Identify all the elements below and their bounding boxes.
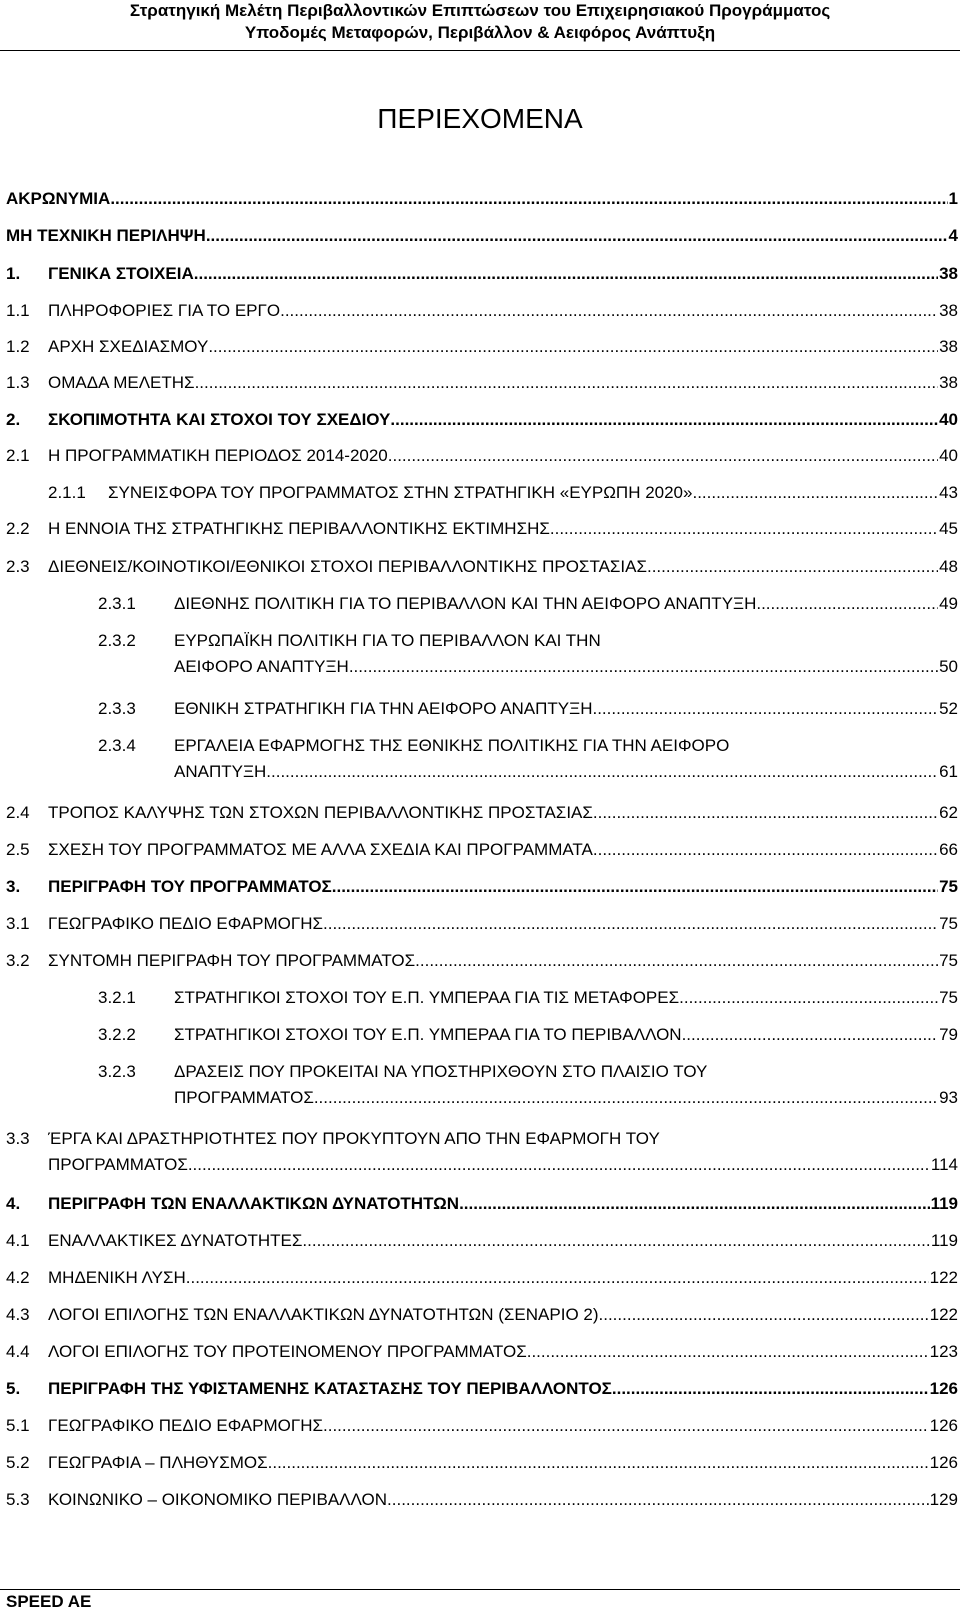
toc-entry-page-number: 93: [939, 1088, 958, 1107]
toc-entry-page-number: 40: [939, 446, 958, 465]
toc-entry-page-number: 38: [939, 337, 958, 356]
toc-entry-text: [48, 837, 958, 863]
toc-leader-dots: [459, 1191, 929, 1217]
toc-entry-text: [48, 554, 958, 580]
toc-entry-title: ΕΘΝΙΚΗ ΣΤΡΑΤΗΓΙΚΗ ΓΙΑ ΤΗΝ ΑΕΙΦΟΡΟ ΑΝΑΠΤΥΞΗ: [174, 699, 593, 718]
toc-entry-title: ΔΙΕΘΝΕΙΣ/ΚΟΙΝΟΤΙΚΟΙ/ΕΘΝΙΚΟΙ ΣΤΟΧΟΙ ΠΕΡΙΒΑΛΛΟΝΤΙΚΗΣ ΠΡΟΣΤΑΣΙΑΣ: [48, 557, 647, 576]
toc-entry-number: 2.2: [6, 519, 30, 538]
toc-leader-dots: [186, 1265, 929, 1291]
toc-entry-text: [108, 480, 958, 506]
toc-entry-page-number: 114: [930, 1155, 958, 1174]
header-line-2: Υποδομές Μεταφορών, Περιβάλλον & Αειφόρος Ανάπτυξη: [244, 23, 716, 42]
toc-entry-text: [174, 1059, 958, 1111]
toc-leader-dots: [314, 1085, 938, 1111]
toc-entry-text: [48, 911, 958, 937]
toc-entry-text: [48, 1376, 958, 1402]
toc-entry-text: [48, 443, 958, 469]
toc-entry-number: 3.: [6, 877, 21, 896]
toc-entry-number: 4.1: [6, 1231, 30, 1250]
toc-entry-text: [48, 1302, 958, 1328]
page-title: ΠΕΡΙΕΧΟΜΕΝΑ: [377, 103, 583, 134]
toc-entry-number: 3.1: [6, 914, 30, 933]
toc-leader-dots: [208, 334, 938, 360]
toc-entry-page-number: 75: [939, 988, 958, 1007]
toc-entry-page-number: 50: [939, 657, 958, 676]
toc-entry-title: ΜΗ ΤΕΧΝΙΚΗ ΠΕΡΙΛΗΨΗ: [6, 226, 206, 245]
toc-leader-dots: [692, 480, 938, 506]
toc-entry-title-line: ΕΥΡΩΠΑΪΚΗ ΠΟΛΙΤΙΚΗ ΓΙΑ ΤΟ ΠΕΡΙΒΑΛΛΟΝ ΚΑΙ ΤΗΝ: [174, 631, 601, 650]
toc-entry-text: [48, 334, 958, 360]
toc-leader-dots: [195, 370, 939, 396]
toc-entry-number: 3.2.2: [98, 1025, 136, 1044]
toc-entry-title: Η ΕΝΝΟΙΑ ΤΗΣ ΣΤΡΑΤΗΓΙΚΗΣ ΠΕΡΙΒΑΛΛΟΝΤΙΚΗΣ ΕΚΤΙΜΗΣΗΣ: [48, 519, 550, 538]
toc-entry-page-number: 38: [939, 301, 958, 320]
toc-entry-page-number: 52: [939, 699, 958, 718]
toc-entry-page-number: 40: [939, 410, 958, 429]
toc-entry-text: [48, 1487, 958, 1513]
toc-entry-title: ΠΕΡΙΓΡΑΦΗ ΤΩΝ ΕΝΑΛΛΑΚΤΙΚΩΝ ΔΥΝΑΤΟΤΗΤΩΝ: [48, 1194, 460, 1213]
toc-entry-page-number: 126: [929, 1453, 958, 1472]
toc-leader-dots: [323, 1413, 929, 1439]
toc-entry-number: 2.1.1: [48, 483, 86, 502]
toc-entry-text: [48, 1413, 958, 1439]
toc-entry-number: 5.2: [6, 1453, 30, 1472]
toc-leader-dots: [415, 948, 938, 974]
toc-entry-text: [174, 733, 958, 785]
toc-entry-title: ΑΕΙΦΟΡΟ ΑΝΑΠΤΥΞΗ: [174, 657, 349, 676]
toc-entry-title: ΓΕΩΓΡΑΦΙΑ – ΠΛΗΘΥΣΜΟΣ: [48, 1453, 268, 1472]
toc-entry-title: ΠΕΡΙΓΡΑΦΗ ΤΟΥ ΠΡΟΓΡΑΜΜΑΤΟΣ: [48, 877, 332, 896]
toc-entry-page-number: 119: [930, 1194, 958, 1213]
toc-entry-text: [48, 800, 958, 826]
toc-leader-dots: [593, 800, 938, 826]
toc-leader-dots: [390, 407, 938, 433]
toc-leader-dots: [266, 759, 938, 785]
page-header: [0, 0, 960, 44]
toc-entry-page-number: 126: [929, 1416, 958, 1435]
toc-entry-title: ΔΙΕΘΝΗΣ ΠΟΛΙΤΙΚΗ ΓΙΑ ΤΟ ΠΕΡΙΒΑΛΛΟΝ ΚΑΙ ΤΗΝ ΑΕΙΦΟΡΟ ΑΝΑΠΤΥΞΗ: [174, 594, 757, 613]
toc-leader-dots: [323, 911, 938, 937]
toc-entry-page-number: 1: [948, 189, 958, 208]
toc-entry-page-number: 4: [948, 226, 958, 245]
toc-entry-number: 3.2: [6, 951, 30, 970]
toc-entry-title: ΣΚΟΠΙΜΟΤΗΤΑ ΚΑΙ ΣΤΟΧΟΙ ΤΟΥ ΣΧΕΔΙΟΥ: [48, 410, 391, 429]
toc-leader-dots: [679, 985, 938, 1011]
toc-entry-text: [174, 628, 958, 680]
toc-entry-number: 1.2: [6, 337, 30, 356]
toc-entry-title: ΣΧΕΣΗ ΤΟΥ ΠΡΟΓΡΑΜΜΑΤΟΣ ΜΕ ΑΛΛΑ ΣΧΕΔΙΑ ΚΑΙ ΠΡΟΓΡΑΜΜΑΤΑ: [48, 840, 593, 859]
toc-entry-number: 2.3: [6, 557, 30, 576]
toc-entry-text: [48, 516, 958, 542]
toc-entry-text: [48, 261, 958, 287]
toc-entry-text: [48, 874, 958, 900]
toc-leader-dots: [612, 1376, 929, 1402]
toc-entry-page-number: 119: [930, 1231, 958, 1250]
header-line-1: Στρατηγική Μελέτη Περιβαλλοντικών Επιπτώσεων του Επιχειρησιακού Προγράμματος: [129, 1, 831, 20]
toc-entry-number: 2.3.1: [98, 594, 136, 613]
toc-entry-number: 4.3: [6, 1305, 30, 1324]
toc-entry-number: 2.4: [6, 803, 30, 822]
toc-leader-dots: [188, 1152, 930, 1178]
toc-entry-text: [48, 1265, 958, 1291]
toc-entry-number: 2.5: [6, 840, 30, 859]
toc-entry-title: ΓΕΝΙΚΑ ΣΤΟΙΧΕΙΑ: [48, 264, 194, 283]
toc-entry-page-number: 43: [939, 483, 958, 502]
footer-divider: [0, 1589, 960, 1590]
toc-entry-page-number: 129: [929, 1490, 958, 1509]
toc-entry-text: [48, 1126, 958, 1178]
toc-entry-title-line: ΕΡΓΑΛΕΙΑ ΕΦΑΡΜΟΓΗΣ ΤΗΣ ΕΘΝΙΚΗΣ ΠΟΛΙΤΙΚΗΣ ΓΙΑ ΤΗΝ ΑΕΙΦΟΡΟ: [174, 736, 730, 755]
toc-entry-page-number: 38: [939, 264, 958, 283]
toc-entry-text: [6, 186, 958, 212]
toc-entry-number: 1.: [6, 264, 21, 283]
toc-entry-page-number: 66: [939, 840, 958, 859]
toc-entry-page-number: 123: [929, 1342, 958, 1361]
toc-entry-text: [174, 985, 958, 1011]
toc-entry-number: 4.2: [6, 1268, 30, 1287]
toc-entry-title: ΟΜΑΔΑ ΜΕΛΕΤΗΣ: [48, 373, 195, 392]
toc-entry-text: [48, 1450, 958, 1476]
toc-entry-text: [48, 1339, 958, 1365]
toc-entry-page-number: 61: [939, 762, 958, 781]
toc-entry-title: ΛΟΓΟΙ ΕΠΙΛΟΓΗΣ ΤΟΥ ΠΡΟΤΕΙΝΟΜΕΝΟΥ ΠΡΟΓΡΑΜΜΑΤΟΣ: [48, 1342, 527, 1361]
toc-entry-title: ΜΗΔΕΝΙΚΗ ΛΥΣΗ: [48, 1268, 186, 1287]
toc-entry-title: ΠΕΡΙΓΡΑΦΗ ΤΗΣ ΥΦΙΣΤΑΜΕΝΗΣ ΚΑΤΑΣΤΑΣΗΣ ΤΟΥ ΠΕΡΙΒΑΛΛΟΝΤΟΣ: [48, 1379, 612, 1398]
toc-leader-dots: [599, 1302, 929, 1328]
toc-entry-number: 4.4: [6, 1342, 30, 1361]
toc-leader-dots: [349, 654, 938, 680]
toc-entry-title: ΠΛΗΡΟΦΟΡΙΕΣ ΓΙΑ ΤΟ ΕΡΓΟ: [48, 301, 281, 320]
toc-leader-dots: [332, 874, 938, 900]
toc-leader-dots: [387, 1487, 929, 1513]
toc-entry-text: [48, 1191, 958, 1217]
toc-leader-dots: [110, 186, 947, 212]
toc-entry-title: ΣΤΡΑΤΗΓΙΚΟΙ ΣΤΟΧΟΙ ΤΟΥ Ε.Π. ΥΜΠΕΡΑΑ ΓΙΑ ΤΙΣ ΜΕΤΑΦΟΡΕΣ: [174, 988, 680, 1007]
toc-entry-page-number: 45: [939, 519, 958, 538]
header-divider: [0, 50, 960, 51]
toc-entry-text: [48, 1228, 958, 1254]
toc-entry-page-number: 122: [929, 1305, 958, 1324]
toc-entry-page-number: 49: [939, 594, 958, 613]
toc-entry-number: 2.: [6, 410, 21, 429]
toc-entry-number: 4.: [6, 1194, 21, 1213]
toc-entry-title: ΓΕΩΓΡΑΦΙΚΟ ΠΕΔΙΟ ΕΦΑΡΜΟΓΗΣ: [48, 1416, 324, 1435]
toc-entry-title: ΠΡΟΓΡΑΜΜΑΤΟΣ: [174, 1088, 314, 1107]
toc-entry-title: ΓΕΩΓΡΑΦΙΚΟ ΠΕΔΙΟ ΕΦΑΡΜΟΓΗΣ: [48, 914, 324, 933]
toc-entry-page-number: 62: [939, 803, 958, 822]
toc-entry-number: 2.3.4: [98, 736, 136, 755]
toc-entry-title: ΠΡΟΓΡΑΜΜΑΤΟΣ: [48, 1155, 188, 1174]
toc-entry-page-number: 38: [939, 373, 958, 392]
toc-leader-dots: [302, 1228, 929, 1254]
toc-entry-page-number: 75: [939, 951, 958, 970]
toc-entry-title-line: ΈΡΓΑ ΚΑΙ ΔΡΑΣΤΗΡΙΟΤΗΤΕΣ ΠΟΥ ΠΡΟΚΥΠΤΟΥΝ ΑΠΟ ΤΗΝ ΕΦΑΡΜΟΓΗ ΤΟΥ: [48, 1129, 660, 1148]
toc-entry-text: [48, 298, 958, 324]
toc-entry-number: 3.2.3: [98, 1062, 136, 1081]
footer-company: SPEED AE: [6, 1592, 92, 1611]
toc-entry-page-number: 48: [939, 557, 958, 576]
toc-entry-title: ΕΝΑΛΛΑΚΤΙΚΕΣ ΔΥΝΑΤΟΤΗΤΕΣ: [48, 1231, 303, 1250]
toc-leader-dots: [206, 223, 948, 249]
toc-entry-number: 1.1: [6, 301, 30, 320]
toc-entry-number: 3.2.1: [98, 988, 136, 1007]
toc-leader-dots: [268, 1450, 929, 1476]
toc-leader-dots: [593, 837, 938, 863]
toc-entry-number: 5.: [6, 1379, 21, 1398]
toc-entry-number: 5.3: [6, 1490, 30, 1509]
toc-leader-dots: [682, 1022, 939, 1048]
toc-leader-dots: [194, 261, 938, 287]
toc-entry-title: ΚΟΙΝΩΝΙΚΟ – ΟΙΚΟΝΟΜΙΚΟ ΠΕΡΙΒΑΛΛΟΝ: [48, 1490, 388, 1509]
toc-entry-page-number: 126: [929, 1379, 958, 1398]
toc-leader-dots: [592, 696, 938, 722]
toc-leader-dots: [756, 591, 938, 617]
toc-leader-dots: [647, 554, 938, 580]
toc-leader-dots: [527, 1339, 929, 1365]
toc-entry-title: ΑΝΑΠΤΥΞΗ: [174, 762, 267, 781]
toc-entry-number: 2.1: [6, 446, 30, 465]
toc-entry-title: ΤΡΟΠΟΣ ΚΑΛΥΨΗΣ ΤΩΝ ΣΤΟΧΩΝ ΠΕΡΙΒΑΛΛΟΝΤΙΚΗΣ ΠΡΟΣΤΑΣΙΑΣ: [48, 803, 593, 822]
toc-entry-number: 5.1: [6, 1416, 30, 1435]
toc-entry-text: [48, 370, 958, 396]
toc-entry-number: 1.3: [6, 373, 30, 392]
toc-entry-number: 2.3.3: [98, 699, 136, 718]
toc-entry-text: [48, 407, 958, 433]
toc-entry-number: 2.3.2: [98, 631, 136, 650]
toc-entry-title-line: ΔΡΑΣΕΙΣ ΠΟΥ ΠΡΟΚΕΙΤΑΙ ΝΑ ΥΠΟΣΤΗΡΙΧΘΟΥΝ ΣΤΟ ΠΛΑΙΣΙΟ ΤΟΥ: [174, 1062, 708, 1081]
toc-entry-page-number: 75: [939, 877, 958, 896]
toc-entry-page-number: 79: [939, 1025, 958, 1044]
toc-entry-text: [6, 223, 958, 249]
toc-entry-text: [174, 696, 958, 722]
toc-entry-title: ΣΥΝΤΟΜΗ ΠΕΡΙΓΡΑΦΗ ΤΟΥ ΠΡΟΓΡΑΜΜΑΤΟΣ: [48, 951, 416, 970]
toc-entry-title: ΣΥΝΕΙΣΦΟΡΑ ΤΟΥ ΠΡΟΓΡΑΜΜΑΤΟΣ ΣΤΗΝ ΣΤΡΑΤΗΓΙΚΗ «ΕΥΡΩΠΗ 2020»: [108, 483, 693, 502]
toc-entry-text: [174, 1022, 958, 1048]
toc-entry-title: ΑΡΧΗ ΣΧΕΔΙΑΣΜΟΥ: [48, 337, 209, 356]
toc-entry-title: ΑΚΡΩΝΥΜΙΑ: [6, 189, 111, 208]
toc-entry-title: ΣΤΡΑΤΗΓΙΚΟΙ ΣΤΟΧΟΙ ΤΟΥ Ε.Π. ΥΜΠΕΡΑΑ ΓΙΑ ΤΟ ΠΕΡΙΒΑΛΛΟΝ: [174, 1025, 682, 1044]
toc-entry-title: Η ΠΡΟΓΡΑΜΜΑΤΙΚΗ ΠΕΡΙΟΔΟΣ 2014-2020: [48, 446, 388, 465]
toc-entry-text: [174, 591, 958, 617]
toc-entry-page-number: 122: [929, 1268, 958, 1287]
toc-entry-title: ΛΟΓΟΙ ΕΠΙΛΟΓΗΣ ΤΩΝ ΕΝΑΛΛΑΚΤΙΚΩΝ ΔΥΝΑΤΟΤΗΤΩΝ (ΣΕΝΑΡΙΟ 2): [48, 1305, 599, 1324]
toc-entry-text: [48, 948, 958, 974]
toc-leader-dots: [550, 516, 938, 542]
toc-entry-number: 3.3: [6, 1129, 30, 1148]
toc-leader-dots: [388, 443, 938, 469]
toc-entry-page-number: 75: [939, 914, 958, 933]
toc-leader-dots: [280, 298, 938, 324]
